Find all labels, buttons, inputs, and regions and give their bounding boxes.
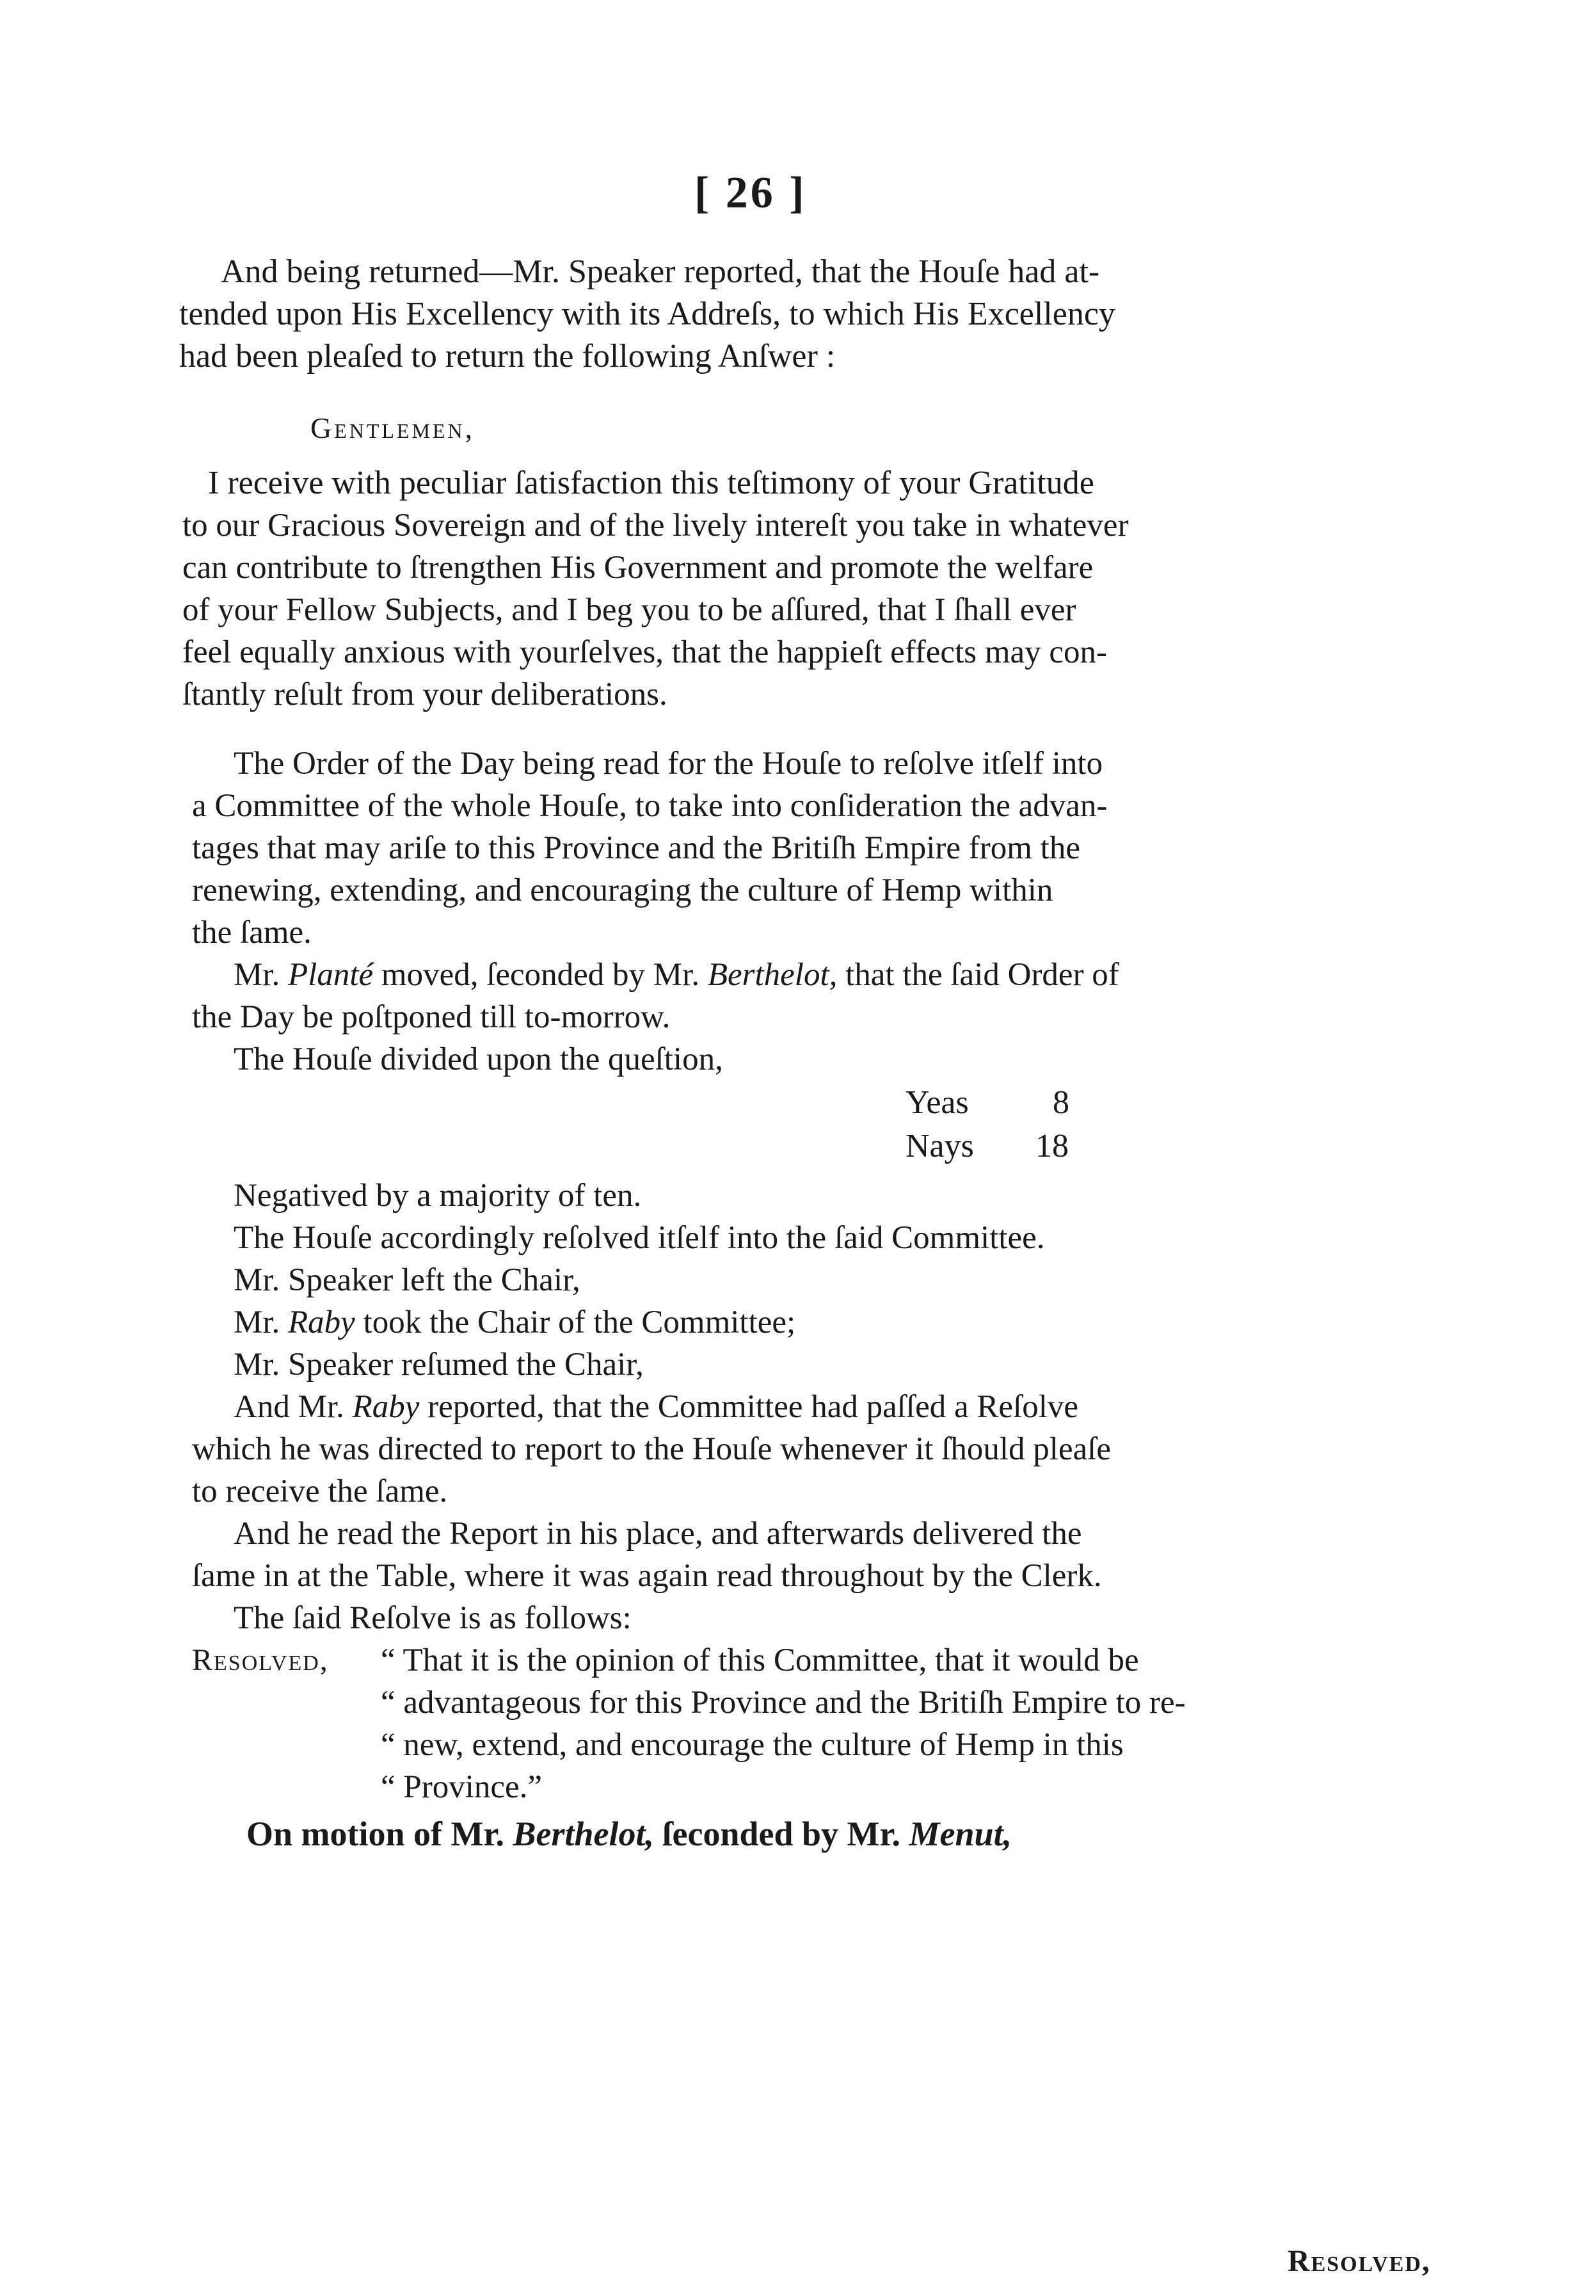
member-name: Menut, [909, 1815, 1012, 1853]
raby-reported-line [234, 1386, 1078, 1428]
text-line: The ſaid Reſolve is as follows: [234, 1600, 632, 1636]
text-line: “ That it is the opinion of this Committee, that it would be [381, 1642, 1139, 1678]
resolved-label: Resolved, [192, 1643, 329, 1677]
member-name: Planté [288, 957, 374, 993]
page-number: [ 26 ] [694, 168, 807, 218]
text-line: feel equally anxious with yourſelves, that the happieſt effects may con- [182, 634, 1108, 670]
text-line: a Committee of the whole Houſe, to take into conſideration the advan- [192, 788, 1108, 824]
text-span: Mr. [234, 957, 289, 993]
text-line: had been pleaſed to return the following Anſwer : [179, 338, 836, 374]
text-line: renewing, extending, and encouraging the culture of Hemp within [192, 872, 1053, 908]
final-motion-line [246, 1813, 1012, 1855]
text-line: The Order of the Day being read for the Houſe to reſolve itſelf into [234, 746, 1103, 782]
text-line: ſtantly reſult from your deliberations. [182, 677, 667, 712]
text-line: And he read the Report in his place, and afterwards delivered the [234, 1516, 1082, 1552]
text-line: of your Fellow Subjects, and I beg you to be aſſured, that I ſhall ever [182, 592, 1076, 628]
raby-chair-line [234, 1301, 795, 1344]
text-line: Mr. Speaker left the Chair, [234, 1262, 580, 1298]
text-span: took the Chair of the Committee; [355, 1305, 796, 1340]
text-line: “ new, extend, and encourage the culture of Hemp in this [381, 1727, 1124, 1763]
text-span: reported, that the Committee had paſſed a Reſolve [419, 1389, 1078, 1425]
text-span: that the ſaid Order of [837, 957, 1119, 993]
nays-value: 18 [1035, 1128, 1069, 1164]
text-line: the Day be poſtponed till to-morrow. [192, 999, 671, 1035]
text-span: moved, ſeconded by Mr. [373, 957, 708, 993]
text-line: The Houſe accordingly reſolved itſelf into the ſaid Committee. [234, 1220, 1045, 1256]
member-name: Raby [288, 1305, 355, 1340]
text-span: On motion of Mr. [246, 1815, 513, 1853]
yeas-value: 8 [1053, 1084, 1069, 1121]
text-line: “ advantageous for this Province and the Britiſh Empire to re- [381, 1685, 1186, 1721]
salutation: Gentlemen, [310, 412, 475, 444]
text-span: ſeconded by Mr. [654, 1815, 909, 1853]
text-line: to our Gracious Sovereign and of the lively intereſt you take in whatever [182, 508, 1129, 543]
nays-label: Nays [906, 1128, 974, 1164]
text-span: Mr. [234, 1305, 289, 1340]
member-name: Berthelot, [707, 957, 838, 993]
text-line: to receive the ſame. [192, 1473, 448, 1509]
text-line: tended upon His Excellency with its Addreſs, to which His Excellency [179, 296, 1115, 332]
text-line: can contribute to ſtrengthen His Government and promote the welfare [182, 550, 1094, 586]
text-line: ſame in at the Table, where it was again read throughout by the Clerk. [192, 1558, 1102, 1594]
text-line: Mr. Speaker reſumed the Chair, [234, 1347, 644, 1383]
yeas-label: Yeas [906, 1084, 969, 1121]
text-line: the ſame. [192, 915, 312, 951]
text-line: I receive with peculiar ſatisfaction this teſtimony of your Gratitude [208, 465, 1094, 501]
catchword: Resolved, [1287, 2244, 1431, 2278]
text-span: And Mr. [234, 1389, 353, 1425]
text-line: “ Province.” [381, 1769, 543, 1805]
member-name: Raby [352, 1389, 420, 1425]
text-line: Negatived by a majority of ten. [234, 1178, 642, 1214]
text-line: The Houſe divided upon the queſtion, [234, 1041, 723, 1077]
text-line: tages that may ariſe to this Province and the Britiſh Empire from the [192, 830, 1080, 866]
text-line: And being returned—Mr. Speaker reported, that the Houſe had at- [221, 253, 1100, 290]
member-name: Berthelot, [513, 1815, 655, 1853]
text-line: which he was directed to report to the Houſe whenever it ſhould pleaſe [192, 1431, 1112, 1467]
motion-line [234, 954, 1119, 996]
